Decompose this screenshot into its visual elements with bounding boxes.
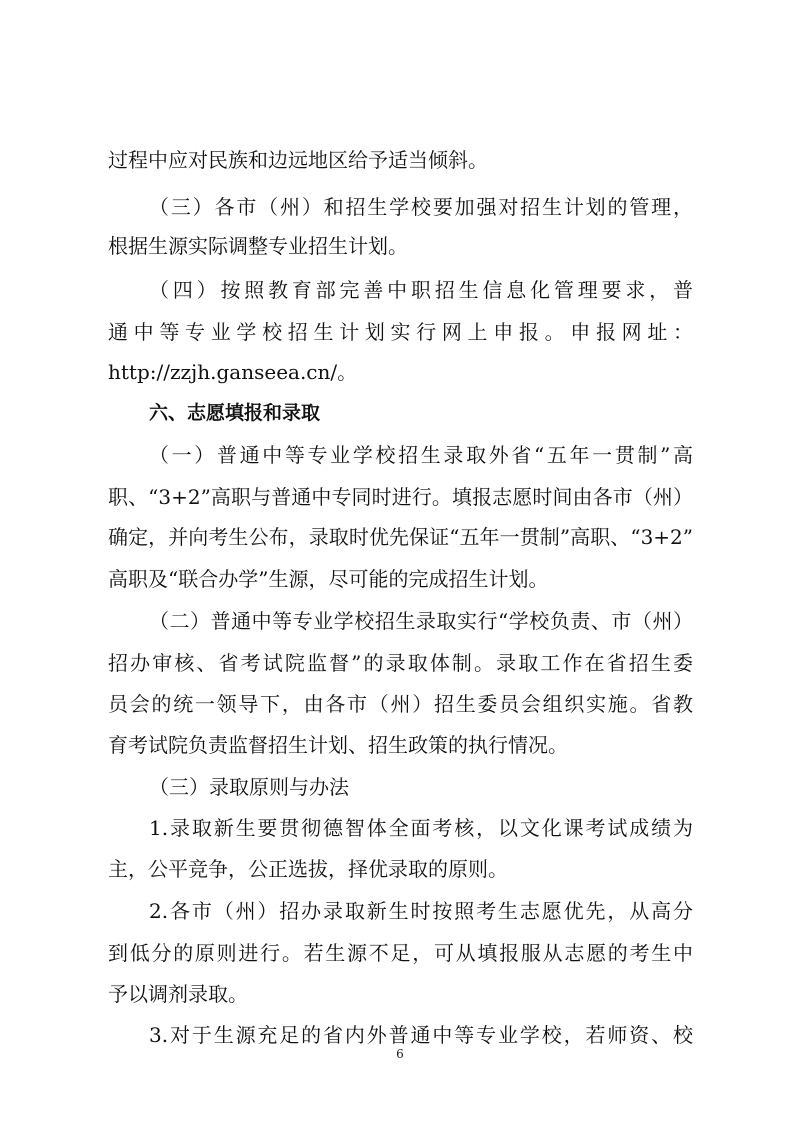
paragraph-line: （一）普通中等专业学校招生录取外省“五年一贯制”高 [149,443,693,467]
paragraph-line: 过程中应对民族和边远地区给予适当倾斜。 [108,148,488,172]
paragraph-line: 主，公平竞争，公正选拔，择优录取的原则。 [108,857,508,881]
paragraph-line: 高职及“联合办学”生源，尽可能的完成招生计划。 [108,567,549,591]
paragraph-line: 1.录取新生要贯彻德智体全面考核，以文化课考试成绩为 [149,816,693,840]
paragraph-line: 招办审核、省考试院监督”的录取体制。录取工作在省招生委 [108,651,693,675]
paragraph-line: 到低分的原则进行。若生源不足，可从填报服从志愿的考生中 [108,941,693,965]
section-heading: 六、志愿填报和录取 [149,402,321,424]
paragraph-line: 职、“3+2”高职与普通中专同时进行。填报志愿时间由各市（州） [108,485,693,509]
paragraph-line: 确定，并向考生公布，录取时优先保证“五年一贯制”高职、“3+2” [108,525,693,549]
paragraph-line: 员会的统一领导下，由各市（州）招生委员会组织实施。省教 [108,692,693,716]
paragraph-line: （三）各市（州）和招生学校要加强对招生计划的管理， [149,195,693,219]
paragraph-line: 育考试院负责监督招生计划、招生政策的执行情况。 [108,733,568,757]
paragraph-line: （四）按照教育部完善中职招生信息化管理要求，普 [149,278,693,302]
paragraph-line: （二）普通中等专业学校招生录取实行“学校负责、市（州） [149,609,693,633]
paragraph-line: http://zzjh.ganseea.cn/。 [108,360,358,384]
paragraph-line: 根据生源实际调整专业招生计划。 [108,234,408,258]
paragraph-line: 予以调剂录取。 [108,982,248,1006]
paragraph-line: 3.对于生源充足的省内外普通中等专业学校，若师资、校 [149,1023,693,1047]
paragraph-line: 通中等专业学校招生计划实行网上申报。申报网址： [108,320,693,344]
subsection-heading: （三）录取原则与办法 [149,775,349,799]
page-number: 6 [396,1047,404,1061]
paragraph-line: 2.各市（州）招办录取新生时按照考生志愿优先，从高分 [149,899,693,923]
